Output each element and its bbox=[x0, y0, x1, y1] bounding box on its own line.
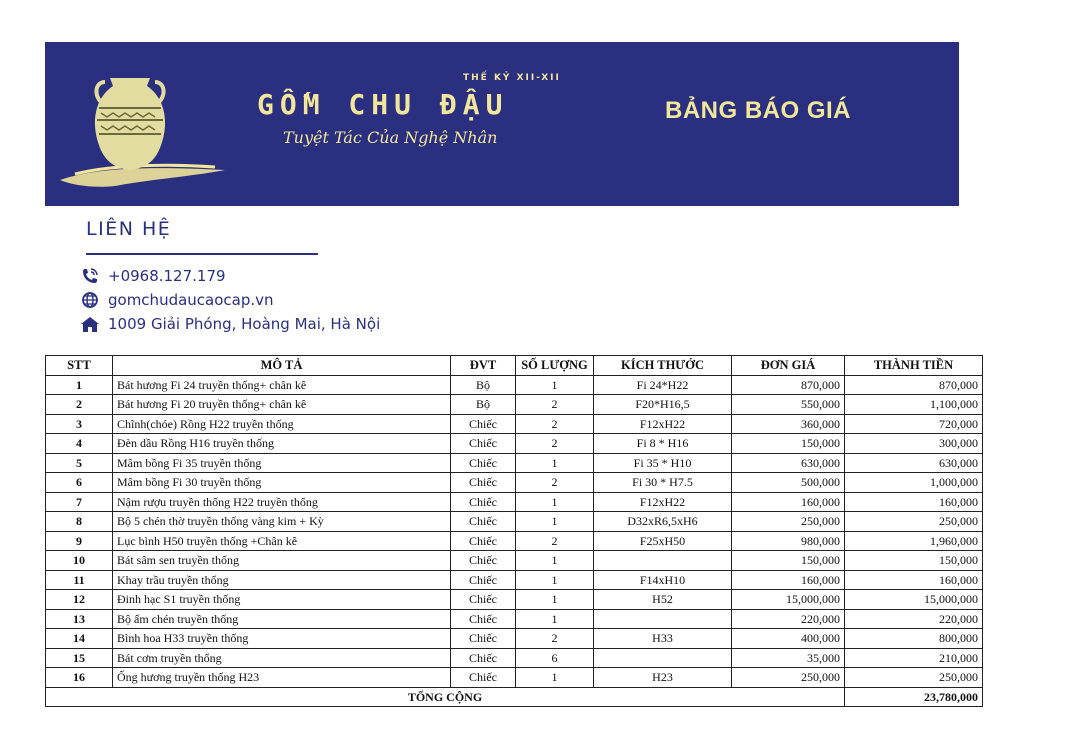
table-row bbox=[46, 492, 983, 512]
brand-slogan: Tuyệt Tác Của Nghệ Nhân bbox=[283, 128, 498, 147]
cell-size: F14xH10 bbox=[594, 570, 732, 590]
cell-size: H23 bbox=[594, 668, 732, 688]
cell-quantity: 2 bbox=[516, 473, 594, 493]
cell-size bbox=[594, 609, 732, 629]
cell-unit-price: 160,000 bbox=[732, 492, 845, 512]
header-description: MÔ TẢ bbox=[113, 356, 451, 376]
table-row bbox=[46, 473, 983, 493]
cell-size: D32xR6,5xH6 bbox=[594, 512, 732, 532]
cell-quantity: 2 bbox=[516, 629, 594, 649]
cell-amount: 800,000 bbox=[845, 629, 983, 649]
table-row bbox=[46, 629, 983, 649]
cell-description: Nậm rượu truyền thống H22 truyền thống bbox=[113, 492, 451, 512]
cell-amount: 150,000 bbox=[845, 551, 983, 571]
cell-stt: 9 bbox=[46, 531, 113, 551]
cell-unit-price: 250,000 bbox=[732, 512, 845, 532]
cell-stt: 10 bbox=[46, 551, 113, 571]
address-text: 1009 Giải Phóng, Hoàng Mai, Hà Nội bbox=[108, 315, 381, 333]
cell-description: Ống hương truyền thống H23 bbox=[113, 668, 451, 688]
cell-unit: Chiếc bbox=[451, 668, 516, 688]
home-icon bbox=[80, 315, 100, 333]
cell-unit-price: 15,000,000 bbox=[732, 590, 845, 610]
table-row bbox=[46, 570, 983, 590]
cell-size: F12xH22 bbox=[594, 414, 732, 434]
cell-amount: 720,000 bbox=[845, 414, 983, 434]
cell-amount: 220,000 bbox=[845, 609, 983, 629]
cell-stt: 8 bbox=[46, 512, 113, 532]
cell-unit-price: 150,000 bbox=[732, 434, 845, 454]
cell-size: Fi 8 * H16 bbox=[594, 434, 732, 454]
table-row bbox=[46, 395, 983, 415]
total-row bbox=[46, 687, 983, 707]
cell-amount: 630,000 bbox=[845, 453, 983, 473]
cell-amount: 250,000 bbox=[845, 512, 983, 532]
cell-stt: 1 bbox=[46, 375, 113, 395]
cell-quantity: 1 bbox=[516, 492, 594, 512]
table-row bbox=[46, 668, 983, 688]
cell-unit: Chiếc bbox=[451, 648, 516, 668]
cell-amount: 160,000 bbox=[845, 570, 983, 590]
cell-unit: Bộ bbox=[451, 375, 516, 395]
header-unit: ĐVT bbox=[451, 356, 516, 376]
cell-description: Đinh hạc S1 truyền thống bbox=[113, 590, 451, 610]
cell-description: Đèn dầu Rồng H16 truyền thống bbox=[113, 434, 451, 454]
cell-quantity: 1 bbox=[516, 590, 594, 610]
cell-description: Bình hoa H33 truyền thống bbox=[113, 629, 451, 649]
total-value: 23,780,000 bbox=[845, 687, 983, 707]
cell-quantity: 1 bbox=[516, 609, 594, 629]
cell-unit: Chiếc bbox=[451, 609, 516, 629]
website-text[interactable]: gomchudaucaocap.vn bbox=[108, 291, 274, 309]
header-unit-price: ĐƠN GIÁ bbox=[732, 356, 845, 376]
contact-phone bbox=[80, 267, 226, 285]
cell-unit-price: 360,000 bbox=[732, 414, 845, 434]
contact-website bbox=[80, 291, 274, 309]
contact-address bbox=[80, 315, 380, 333]
cell-unit-price: 400,000 bbox=[732, 629, 845, 649]
cell-unit: Chiếc bbox=[451, 570, 516, 590]
header-banner bbox=[45, 42, 959, 206]
table-header-row bbox=[46, 356, 983, 376]
cell-amount: 15,000,000 bbox=[845, 590, 983, 610]
table-row bbox=[46, 414, 983, 434]
cell-stt: 16 bbox=[46, 668, 113, 688]
cell-size: H33 bbox=[594, 629, 732, 649]
cell-description: Chĩnh(chóe) Rồng H22 truyền thống bbox=[113, 414, 451, 434]
cell-amount: 250,000 bbox=[845, 668, 983, 688]
cell-unit-price: 160,000 bbox=[732, 570, 845, 590]
contact-heading: LIÊN HỆ bbox=[86, 218, 172, 240]
table-row bbox=[46, 375, 983, 395]
cell-stt: 6 bbox=[46, 473, 113, 493]
cell-stt: 2 bbox=[46, 395, 113, 415]
header-quantity: SỐ LƯỢNG bbox=[516, 356, 594, 376]
table-row bbox=[46, 531, 983, 551]
cell-size: F12xH22 bbox=[594, 492, 732, 512]
cell-unit: Chiếc bbox=[451, 629, 516, 649]
cell-stt: 7 bbox=[46, 492, 113, 512]
cell-quantity: 2 bbox=[516, 395, 594, 415]
cell-unit-price: 550,000 bbox=[732, 395, 845, 415]
cell-amount: 300,000 bbox=[845, 434, 983, 454]
cell-unit: Bộ bbox=[451, 395, 516, 415]
cell-unit: Chiếc bbox=[451, 453, 516, 473]
table-row bbox=[46, 590, 983, 610]
cell-unit-price: 980,000 bbox=[732, 531, 845, 551]
cell-unit-price: 870,000 bbox=[732, 375, 845, 395]
cell-stt: 12 bbox=[46, 590, 113, 610]
vase-logo-icon bbox=[55, 68, 225, 188]
cell-size bbox=[594, 551, 732, 571]
cell-unit-price: 500,000 bbox=[732, 473, 845, 493]
cell-quantity: 1 bbox=[516, 551, 594, 571]
quote-title: BẢNG BÁO GIÁ bbox=[665, 97, 851, 124]
header-amount: THÀNH TIỀN bbox=[845, 356, 983, 376]
cell-description: Lục bình H50 truyền thống +Chân kê bbox=[113, 531, 451, 551]
cell-amount: 160,000 bbox=[845, 492, 983, 512]
cell-unit: Chiếc bbox=[451, 551, 516, 571]
cell-quantity: 2 bbox=[516, 434, 594, 454]
table-row bbox=[46, 512, 983, 532]
cell-quantity: 1 bbox=[516, 668, 594, 688]
cell-size: F25xH50 bbox=[594, 531, 732, 551]
price-table bbox=[45, 355, 983, 707]
brand-century: THẾ KỶ XII-XII bbox=[463, 73, 561, 83]
cell-description: Bát sâm sen truyền thống bbox=[113, 551, 451, 571]
contact-divider bbox=[86, 253, 318, 255]
cell-quantity: 6 bbox=[516, 648, 594, 668]
cell-amount: 1,960,000 bbox=[845, 531, 983, 551]
cell-description: Bộ ấm chén truyền thống bbox=[113, 609, 451, 629]
cell-unit-price: 150,000 bbox=[732, 551, 845, 571]
cell-amount: 210,000 bbox=[845, 648, 983, 668]
cell-stt: 3 bbox=[46, 414, 113, 434]
cell-unit-price: 220,000 bbox=[732, 609, 845, 629]
phone-text: +0968.127.179 bbox=[108, 267, 226, 285]
cell-quantity: 2 bbox=[516, 531, 594, 551]
cell-stt: 5 bbox=[46, 453, 113, 473]
cell-unit: Chiếc bbox=[451, 512, 516, 532]
header-size: KÍCH THƯỚC bbox=[594, 356, 732, 376]
cell-quantity: 1 bbox=[516, 375, 594, 395]
cell-description: Bát hương Fi 20 truyền thống+ chân kê bbox=[113, 395, 451, 415]
cell-unit: Chiếc bbox=[451, 590, 516, 610]
cell-amount: 1,100,000 bbox=[845, 395, 983, 415]
cell-unit-price: 630,000 bbox=[732, 453, 845, 473]
cell-size: F20*H16,5 bbox=[594, 395, 732, 415]
cell-quantity: 1 bbox=[516, 453, 594, 473]
cell-size bbox=[594, 648, 732, 668]
cell-description: Mâm bồng Fi 30 truyền thống bbox=[113, 473, 451, 493]
cell-amount: 1,000,000 bbox=[845, 473, 983, 493]
cell-quantity: 1 bbox=[516, 570, 594, 590]
table-row bbox=[46, 434, 983, 454]
cell-unit: Chiếc bbox=[451, 531, 516, 551]
cell-unit-price: 250,000 bbox=[732, 668, 845, 688]
cell-size: Fi 30 * H7.5 bbox=[594, 473, 732, 493]
cell-description: Bát hương Fi 24 truyền thống+ chân kê bbox=[113, 375, 451, 395]
cell-stt: 4 bbox=[46, 434, 113, 454]
header-stt: STT bbox=[46, 356, 113, 376]
cell-stt: 11 bbox=[46, 570, 113, 590]
cell-amount: 870,000 bbox=[845, 375, 983, 395]
cell-size: Fi 24*H22 bbox=[594, 375, 732, 395]
cell-description: Bộ 5 chén thờ truyền thống vàng kim + Kỳ bbox=[113, 512, 451, 532]
cell-stt: 15 bbox=[46, 648, 113, 668]
cell-description: Khay trầu truyền thống bbox=[113, 570, 451, 590]
cell-stt: 14 bbox=[46, 629, 113, 649]
table-row bbox=[46, 609, 983, 629]
table-row bbox=[46, 453, 983, 473]
cell-unit: Chiếc bbox=[451, 492, 516, 512]
cell-size: H52 bbox=[594, 590, 732, 610]
cell-unit-price: 35,000 bbox=[732, 648, 845, 668]
cell-unit: Chiếc bbox=[451, 473, 516, 493]
cell-quantity: 2 bbox=[516, 414, 594, 434]
cell-unit: Chiếc bbox=[451, 434, 516, 454]
table-row bbox=[46, 648, 983, 668]
brand-name: GỐM CHU ĐẬU bbox=[257, 88, 509, 121]
cell-stt: 13 bbox=[46, 609, 113, 629]
table-row bbox=[46, 551, 983, 571]
globe-icon bbox=[80, 291, 100, 309]
cell-description: Bát cơm truyền thống bbox=[113, 648, 451, 668]
phone-icon bbox=[80, 267, 100, 285]
cell-quantity: 1 bbox=[516, 512, 594, 532]
cell-unit: Chiếc bbox=[451, 414, 516, 434]
cell-size: Fi 35 * H10 bbox=[594, 453, 732, 473]
cell-description: Mâm bồng Fi 35 truyền thống bbox=[113, 453, 451, 473]
total-label: TỔNG CỘNG bbox=[46, 687, 845, 707]
